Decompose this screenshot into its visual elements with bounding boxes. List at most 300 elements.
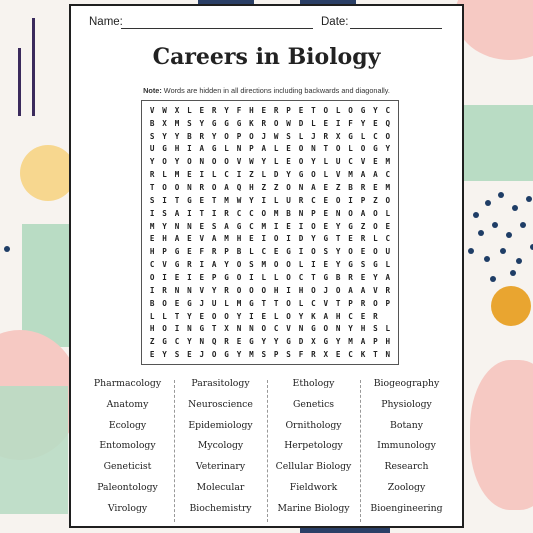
grid-letter[interactable]: M — [348, 170, 353, 180]
grid-letter[interactable]: T — [323, 144, 329, 154]
grid-letter[interactable]: O — [187, 157, 192, 167]
grid-letter[interactable]: T — [273, 298, 279, 308]
grid-letter[interactable]: H — [174, 144, 180, 154]
grid-letter[interactable]: I — [286, 285, 291, 295]
grid-letter[interactable]: X — [323, 350, 329, 360]
grid-letter[interactable]: A — [360, 285, 366, 295]
grid-letter[interactable]: L — [273, 272, 279, 282]
grid-letter[interactable]: Z — [273, 183, 279, 193]
grid-letter[interactable]: C — [385, 234, 391, 244]
grid-letter[interactable]: L — [323, 157, 329, 167]
grid-letter[interactable]: O — [311, 221, 316, 231]
grid-letter[interactable]: Y — [174, 131, 180, 141]
grid-letter[interactable]: H — [298, 285, 304, 295]
grid-letter[interactable]: T — [149, 183, 155, 193]
grid-letter[interactable]: D — [298, 234, 304, 244]
grid-letter[interactable]: T — [311, 105, 316, 115]
grid-letter[interactable]: T — [174, 311, 180, 321]
grid-letter[interactable]: B — [286, 208, 291, 218]
grid-letter[interactable]: Y — [261, 337, 267, 347]
grid-letter[interactable]: H — [360, 324, 366, 334]
grid-letter[interactable]: T — [373, 350, 378, 360]
grid-letter[interactable]: N — [199, 157, 205, 167]
grid-letter[interactable]: S — [373, 324, 378, 334]
grid-letter[interactable]: I — [149, 208, 155, 218]
grid-letter[interactable]: S — [261, 350, 267, 360]
grid-letter[interactable]: M — [149, 221, 155, 231]
grid-letter[interactable]: P — [360, 195, 366, 205]
grid-letter[interactable]: G — [298, 170, 304, 180]
grid-letter[interactable]: E — [187, 170, 192, 180]
grid-letter[interactable]: A — [199, 144, 205, 154]
grid-letter[interactable]: Y — [311, 157, 316, 167]
grid-letter[interactable]: G — [211, 118, 217, 128]
grid-letter[interactable]: S — [211, 221, 217, 231]
grid-letter[interactable]: T — [211, 324, 217, 334]
grid-letter[interactable]: A — [174, 208, 180, 218]
grid-letter[interactable]: G — [199, 324, 205, 334]
grid-letter[interactable]: P — [385, 298, 391, 308]
grid-letter[interactable]: L — [385, 260, 391, 270]
grid-letter[interactable]: C — [149, 260, 155, 270]
grid-letter[interactable]: E — [323, 183, 329, 193]
grid-letter[interactable] — [382, 310, 394, 323]
grid-letter[interactable]: M — [249, 350, 254, 360]
grid-letter[interactable]: I — [249, 311, 254, 321]
grid-letter[interactable]: V — [236, 157, 242, 167]
grid-letter[interactable]: L — [298, 260, 304, 270]
grid-letter[interactable]: X — [224, 324, 229, 334]
grid-letter[interactable]: J — [311, 131, 316, 141]
grid-letter[interactable]: G — [162, 337, 167, 347]
grid-letter[interactable]: V — [162, 260, 167, 270]
grid-letter[interactable]: I — [162, 195, 167, 205]
grid-letter[interactable]: E — [286, 157, 291, 167]
grid-letter[interactable]: G — [323, 337, 329, 347]
grid-letter[interactable]: N — [311, 144, 316, 154]
grid-letter[interactable]: O — [311, 285, 316, 295]
grid-letter[interactable]: V — [199, 285, 205, 295]
grid-letter[interactable]: A — [174, 234, 180, 244]
grid-letter[interactable]: O — [261, 285, 267, 295]
grid-letter[interactable]: G — [311, 324, 316, 334]
grid-letter[interactable]: C — [311, 298, 316, 308]
grid-letter[interactable]: S — [174, 350, 180, 360]
grid-letter[interactable]: M — [348, 337, 353, 347]
grid-letter[interactable]: Y — [249, 195, 254, 205]
grid-letter[interactable]: L — [273, 195, 279, 205]
grid-letter[interactable]: K — [311, 311, 316, 321]
grid-letter[interactable]: G — [187, 195, 192, 205]
grid-letter[interactable]: L — [261, 272, 267, 282]
grid-letter[interactable]: O — [273, 118, 279, 128]
grid-letter[interactable]: L — [385, 208, 391, 218]
grid-letter[interactable]: O — [162, 157, 167, 167]
grid-letter[interactable]: G — [174, 260, 180, 270]
grid-letter[interactable]: V — [335, 170, 341, 180]
grid-letter[interactable]: R — [162, 285, 167, 295]
grid-letter[interactable]: E — [174, 298, 180, 308]
grid-letter[interactable]: F — [348, 118, 353, 128]
grid-letter[interactable]: E — [360, 311, 366, 321]
grid-letter[interactable]: G — [286, 247, 291, 257]
grid-letter[interactable]: H — [273, 285, 279, 295]
grid-letter[interactable]: V — [199, 234, 205, 244]
grid-letter[interactable]: O — [348, 247, 353, 257]
grid-letter[interactable]: T — [174, 195, 180, 205]
grid-letter[interactable]: M — [174, 118, 180, 128]
grid-letter[interactable]: Y — [373, 272, 378, 282]
grid-letter[interactable]: O — [211, 183, 217, 193]
grid-letter[interactable]: G — [174, 247, 180, 257]
grid-letter[interactable]: M — [385, 183, 391, 193]
grid-letter[interactable]: F — [236, 105, 242, 115]
grid-letter[interactable]: W — [162, 105, 167, 115]
grid-letter[interactable]: J — [199, 350, 205, 360]
grid-letter[interactable]: E — [199, 272, 205, 282]
grid-letter[interactable]: V — [149, 105, 155, 115]
grid-letter[interactable]: C — [249, 208, 254, 218]
grid-letter[interactable]: P — [273, 350, 279, 360]
grid-letter[interactable]: F — [298, 350, 304, 360]
grid-letter[interactable]: Z — [261, 183, 267, 193]
grid-letter[interactable]: A — [385, 272, 391, 282]
grid-letter[interactable]: I — [199, 170, 205, 180]
grid-letter[interactable]: A — [323, 311, 329, 321]
grid-letter[interactable]: A — [261, 144, 267, 154]
grid-letter[interactable]: L — [273, 311, 279, 321]
grid-letter[interactable]: O — [323, 105, 329, 115]
grid-letter[interactable]: P — [236, 131, 242, 141]
grid-letter[interactable]: L — [273, 144, 279, 154]
grid-letter[interactable]: Z — [373, 195, 378, 205]
grid-letter[interactable]: G — [323, 234, 329, 244]
grid-letter[interactable]: O — [149, 272, 155, 282]
grid-letter[interactable]: Y — [373, 105, 378, 115]
grid-letter[interactable]: E — [373, 157, 378, 167]
grid-letter[interactable]: G — [211, 144, 217, 154]
grid-letter[interactable]: T — [335, 234, 341, 244]
grid-letter[interactable]: L — [273, 157, 279, 167]
grid-letter[interactable]: A — [360, 208, 366, 218]
date-line[interactable] — [350, 28, 442, 29]
grid-letter[interactable]: S — [149, 131, 155, 141]
grid-letter[interactable]: A — [211, 260, 217, 270]
grid-letter[interactable]: O — [224, 157, 229, 167]
grid-letter[interactable]: E — [323, 260, 329, 270]
grid-letter[interactable]: E — [174, 272, 180, 282]
grid-letter[interactable]: X — [311, 337, 316, 347]
grid-letter[interactable]: U — [385, 247, 391, 257]
grid-letter[interactable]: H — [335, 311, 341, 321]
grid-letter[interactable]: Y — [360, 118, 366, 128]
grid-letter[interactable]: I — [211, 208, 217, 218]
grid-letter[interactable]: G — [249, 337, 254, 347]
grid-letter[interactable]: C — [348, 350, 353, 360]
grid-letter[interactable]: E — [323, 208, 329, 218]
grid-letter[interactable]: O — [360, 144, 366, 154]
grid-letter[interactable]: C — [174, 337, 180, 347]
grid-letter[interactable]: E — [199, 195, 205, 205]
grid-letter[interactable]: W — [236, 195, 242, 205]
grid-letter[interactable]: N — [187, 183, 192, 193]
grid-letter[interactable]: I — [311, 260, 316, 270]
grid-letter[interactable]: E — [373, 118, 378, 128]
word-search-grid[interactable] — [141, 100, 399, 365]
grid-letter[interactable]: L — [348, 144, 353, 154]
grid-letter[interactable]: A — [224, 183, 229, 193]
grid-letter[interactable]: R — [273, 105, 279, 115]
grid-letter[interactable]: G — [323, 272, 329, 282]
grid-letter[interactable]: O — [236, 272, 242, 282]
grid-letter[interactable]: L — [323, 170, 329, 180]
grid-letter[interactable]: I — [261, 195, 267, 205]
grid-letter[interactable]: X — [174, 105, 180, 115]
grid-letter[interactable]: R — [187, 260, 192, 270]
grid-letter[interactable]: Y — [224, 105, 229, 115]
grid-letter[interactable]: R — [360, 298, 366, 308]
grid-letter[interactable]: Z — [335, 183, 341, 193]
grid-letter[interactable]: Y — [298, 311, 304, 321]
grid-letter[interactable]: O — [174, 183, 180, 193]
grid-letter[interactable]: D — [298, 337, 304, 347]
grid-letter[interactable]: G — [224, 272, 229, 282]
grid-letter[interactable]: Y — [335, 337, 341, 347]
grid-letter[interactable]: H — [162, 234, 167, 244]
grid-letter[interactable]: A — [348, 285, 353, 295]
grid-letter[interactable]: S — [162, 208, 167, 218]
grid-letter[interactable]: E — [323, 118, 329, 128]
grid-letter[interactable]: R — [360, 183, 366, 193]
grid-letter[interactable]: O — [249, 285, 254, 295]
grid-letter[interactable]: B — [236, 247, 242, 257]
grid-letter[interactable]: K — [360, 350, 366, 360]
grid-letter[interactable]: Y — [174, 157, 180, 167]
grid-letter[interactable]: Y — [187, 337, 192, 347]
grid-letter[interactable]: M — [224, 234, 229, 244]
grid-letter[interactable]: I — [273, 221, 279, 231]
grid-letter[interactable]: C — [298, 272, 304, 282]
grid-letter[interactable]: O — [311, 170, 316, 180]
grid-letter[interactable]: O — [373, 247, 378, 257]
grid-letter[interactable]: R — [224, 285, 229, 295]
grid-letter[interactable]: L — [162, 311, 167, 321]
grid-letter[interactable]: C — [311, 195, 316, 205]
grid-letter[interactable]: R — [261, 118, 267, 128]
grid-letter[interactable]: N — [174, 221, 180, 231]
grid-letter[interactable]: M — [385, 157, 391, 167]
grid-letter[interactable]: Y — [348, 324, 353, 334]
grid-letter[interactable]: R — [360, 234, 366, 244]
grid-letter[interactable]: A — [360, 337, 366, 347]
grid-letter[interactable]: I — [174, 324, 180, 334]
grid-letter[interactable]: E — [199, 105, 205, 115]
grid-letter[interactable]: G — [373, 144, 378, 154]
grid-letter[interactable]: P — [211, 272, 217, 282]
grid-letter[interactable]: H — [249, 105, 254, 115]
grid-letter[interactable]: N — [298, 324, 304, 334]
grid-letter[interactable]: F — [199, 247, 205, 257]
grid-letter[interactable]: L — [373, 234, 378, 244]
grid-letter[interactable]: Q — [236, 183, 242, 193]
grid-letter[interactable]: E — [385, 221, 391, 231]
grid-letter[interactable]: S — [286, 350, 291, 360]
grid-letter[interactable]: R — [298, 195, 304, 205]
grid-letter[interactable]: L — [149, 311, 155, 321]
grid-letter[interactable]: E — [261, 105, 267, 115]
grid-letter[interactable]: L — [211, 170, 217, 180]
grid-letter[interactable]: A — [311, 183, 316, 193]
grid-letter[interactable]: G — [348, 260, 353, 270]
grid-letter[interactable]: G — [236, 221, 242, 231]
grid-letter[interactable]: O — [236, 260, 242, 270]
grid-letter[interactable]: I — [335, 118, 341, 128]
grid-letter[interactable]: M — [261, 260, 267, 270]
grid-letter[interactable]: P — [224, 247, 229, 257]
grid-letter[interactable]: E — [286, 144, 291, 154]
grid-letter[interactable]: R — [149, 170, 155, 180]
grid-letter[interactable]: L — [249, 247, 254, 257]
grid-letter[interactable]: O — [286, 298, 291, 308]
grid-letter[interactable]: G — [187, 298, 192, 308]
grid-letter[interactable]: X — [335, 131, 341, 141]
grid-letter[interactable]: O — [286, 183, 291, 193]
grid-letter[interactable]: R — [224, 337, 229, 347]
grid-letter[interactable]: B — [335, 272, 341, 282]
grid-letter[interactable]: E — [360, 247, 366, 257]
grid-letter[interactable]: L — [224, 144, 229, 154]
grid-letter[interactable]: B — [187, 131, 192, 141]
grid-letter[interactable]: I — [298, 221, 304, 231]
grid-letter[interactable]: O — [298, 157, 304, 167]
grid-letter[interactable]: O — [335, 144, 341, 154]
grid-letter[interactable]: R — [224, 208, 229, 218]
grid-letter[interactable]: Y — [211, 285, 217, 295]
grid-letter[interactable]: P — [348, 298, 353, 308]
grid-letter[interactable]: R — [199, 183, 205, 193]
grid-letter[interactable]: W — [286, 118, 291, 128]
grid-letter[interactable]: V — [360, 157, 366, 167]
grid-letter[interactable]: O — [298, 144, 304, 154]
grid-letter[interactable]: T — [335, 298, 341, 308]
grid-letter[interactable]: N — [298, 208, 304, 218]
grid-letter[interactable]: P — [286, 105, 291, 115]
grid-letter[interactable]: Y — [199, 118, 205, 128]
grid-letter[interactable]: I — [187, 272, 192, 282]
grid-letter[interactable]: V — [323, 298, 329, 308]
grid-letter[interactable]: N — [187, 324, 192, 334]
grid-letter[interactable]: Y — [236, 350, 242, 360]
name-line[interactable] — [121, 28, 313, 29]
grid-letter[interactable]: O — [286, 260, 291, 270]
grid-letter[interactable]: E — [360, 272, 366, 282]
grid-letter[interactable]: Q — [385, 118, 391, 128]
grid-letter[interactable]: L — [162, 170, 167, 180]
grid-letter[interactable]: O — [311, 247, 316, 257]
grid-letter[interactable]: Y — [162, 131, 167, 141]
grid-letter[interactable]: O — [373, 208, 378, 218]
grid-letter[interactable]: Y — [236, 311, 242, 321]
grid-letter[interactable]: H — [149, 324, 155, 334]
grid-letter[interactable]: X — [162, 118, 167, 128]
grid-letter[interactable]: E — [199, 311, 205, 321]
grid-letter[interactable]: H — [249, 183, 254, 193]
grid-letter[interactable]: Y — [162, 350, 167, 360]
grid-letter[interactable]: M — [273, 208, 279, 218]
grid-letter[interactable]: G — [162, 144, 167, 154]
grid-letter[interactable]: E — [373, 183, 378, 193]
grid-letter[interactable]: G — [249, 298, 254, 308]
grid-letter[interactable]: C — [249, 221, 254, 231]
grid-letter[interactable]: M — [236, 298, 242, 308]
grid-letter[interactable]: G — [224, 118, 229, 128]
grid-letter[interactable]: P — [249, 144, 254, 154]
grid-letter[interactable]: R — [311, 350, 316, 360]
grid-letter[interactable]: Y — [211, 131, 217, 141]
grid-letter[interactable]: L — [298, 298, 304, 308]
grid-letter[interactable]: S — [286, 131, 291, 141]
grid-letter[interactable]: O — [162, 183, 167, 193]
grid-letter[interactable]: I — [261, 234, 267, 244]
grid-letter[interactable]: N — [335, 324, 341, 334]
grid-letter[interactable]: E — [187, 234, 192, 244]
grid-letter[interactable]: Y — [224, 260, 229, 270]
grid-letter[interactable]: I — [298, 247, 304, 257]
grid-letter[interactable]: P — [311, 208, 316, 218]
grid-letter[interactable]: R — [385, 285, 391, 295]
grid-letter[interactable]: E — [187, 350, 192, 360]
grid-letter[interactable]: T — [199, 208, 205, 218]
grid-letter[interactable]: Y — [311, 234, 316, 244]
grid-letter[interactable]: O — [162, 324, 167, 334]
grid-letter[interactable]: U — [211, 298, 217, 308]
grid-letter[interactable]: E — [149, 234, 155, 244]
grid-letter[interactable]: N — [236, 324, 242, 334]
grid-letter[interactable]: R — [323, 131, 329, 141]
grid-letter[interactable]: Y — [273, 337, 279, 347]
grid-letter[interactable]: N — [385, 350, 391, 360]
grid-letter[interactable]: C — [348, 311, 353, 321]
grid-letter[interactable]: S — [187, 118, 192, 128]
grid-letter[interactable]: G — [224, 350, 229, 360]
grid-letter[interactable]: E — [149, 350, 155, 360]
grid-letter[interactable]: O — [373, 298, 378, 308]
grid-letter[interactable]: C — [385, 105, 391, 115]
grid-letter[interactable]: Y — [286, 170, 291, 180]
grid-letter[interactable]: C — [224, 170, 229, 180]
grid-letter[interactable]: O — [249, 131, 254, 141]
grid-letter[interactable]: O — [385, 131, 391, 141]
grid-letter[interactable]: I — [149, 285, 155, 295]
grid-letter[interactable]: T — [311, 272, 316, 282]
grid-letter[interactable]: A — [224, 221, 229, 231]
grid-letter[interactable]: J — [199, 298, 205, 308]
grid-letter[interactable]: Y — [335, 221, 341, 231]
grid-letter[interactable]: T — [261, 298, 267, 308]
grid-letter[interactable]: B — [149, 118, 155, 128]
grid-letter[interactable]: O — [273, 234, 279, 244]
grid-letter[interactable]: S — [249, 260, 254, 270]
grid-letter[interactable]: E — [335, 350, 341, 360]
grid-letter[interactable]: R — [348, 272, 353, 282]
grid-letter[interactable]: N — [187, 285, 192, 295]
grid-letter[interactable]: O — [261, 208, 267, 218]
grid-letter[interactable]: E — [286, 221, 291, 231]
grid-letter[interactable]: Y — [335, 247, 341, 257]
grid-letter[interactable]: I — [249, 272, 254, 282]
grid-letter[interactable]: E — [236, 337, 242, 347]
grid-letter[interactable]: E — [261, 311, 267, 321]
